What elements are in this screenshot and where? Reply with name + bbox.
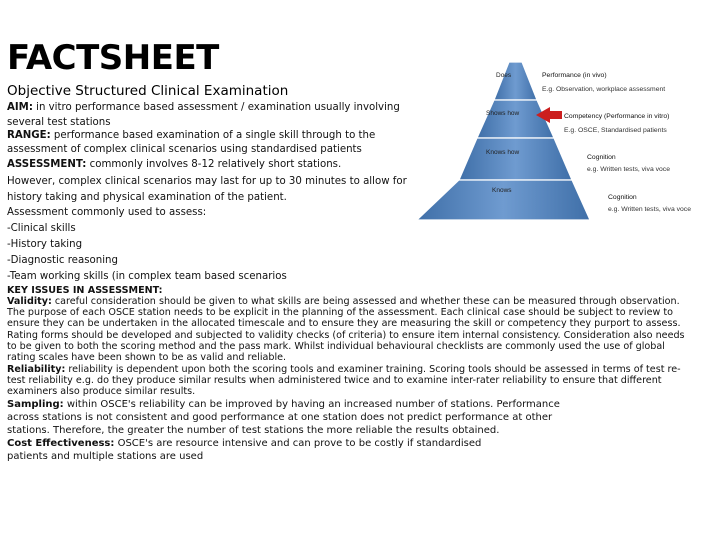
assessment-label: ASSESSMENT:	[7, 159, 87, 170]
bullet-item: -History taking	[7, 239, 83, 250]
cost-text: OSCE's are resource intensive and can prove to be costly if standardised patients and multiple stations are used	[7, 438, 482, 462]
pyramid-level-knows-how	[459, 138, 572, 180]
however-line-1: However, complex clinical scenarios may last for up to 30 minutes to allow for	[7, 176, 407, 187]
range-label: RANGE:	[7, 130, 51, 141]
range-line-2: assessment of complex clinical scenarios using standardised patients	[7, 144, 362, 155]
validity-paragraph	[7, 296, 689, 363]
millers-pyramid	[412, 62, 712, 224]
reliability-paragraph	[7, 364, 689, 398]
however-line-2: history taking and physical examination of the patient.	[7, 192, 287, 203]
validity-text: careful consideration should be given to what skills are being assessed and whether these can be measured through observation. The purpose of each OSCE station needs to be explicit in the planning of the assessment. Each clinical case should be subject to review to ensure they can be undertaken in the allocated timescale and to ensure they are measuring the skill or competency they purport to assess. Rating forms should be developed and subjected to validity checks (of criteria) to ensure item internal consistency. Consideration also needs to be given to both the scoring method and the pass mark. Whilst individual behavioural checklists are commonly used the use of global rating scales have been shown to be as valid and reliable.	[7, 296, 685, 364]
range-text: performance based examination of a single skill through to the	[50, 130, 376, 141]
assessment-line	[7, 158, 341, 172]
annotation-example: E.g. OSCE, Standardised patients	[564, 127, 667, 134]
cost-paragraph	[7, 437, 507, 463]
bullet-item: -Team working skills (in complex team based scenarios	[7, 271, 287, 282]
level-label-knows-how: Knows how	[486, 149, 520, 156]
pyramid-level-does	[494, 62, 537, 100]
assessment-text: commonly involves 8-12 relatively short stations.	[86, 159, 342, 170]
sampling-text: within OSCE's reliability can be improved by having an increased number of stations. Performance across stations is not consistent and good performance at one station does not predict performance at other stations. Therefore, the greater the number of test stations the more reliable the results obtained.	[7, 399, 560, 436]
bullet-item: -Clinical skills	[7, 223, 76, 234]
annotation-title: Performance (in vivo)	[542, 72, 607, 79]
annotation-title: Cognition	[587, 154, 616, 161]
level-label-knows: Knows	[492, 187, 512, 194]
level-label-shows-how: Shows how	[486, 110, 520, 117]
cost-label: Cost Effectiveness:	[7, 438, 115, 449]
pyramid-level-knows	[417, 180, 590, 220]
validity-label: Validity:	[7, 296, 52, 307]
page-title: FACTSHEET	[7, 38, 219, 78]
reliability-label: Reliability:	[7, 364, 66, 375]
key-issues-heading: KEY ISSUES IN ASSESSMENT:	[7, 285, 163, 296]
annotation-title: Competency (Performance in vitro)	[564, 113, 670, 120]
sampling-label: Sampling:	[7, 399, 64, 410]
aim-line-2: several test stations	[7, 117, 111, 128]
bullet-item: -Diagnostic reasoning	[7, 255, 118, 266]
pyramid-level-shows-how	[477, 100, 554, 138]
aim-line	[7, 101, 400, 115]
annotation-example: e.g. Written tests, viva voce	[608, 206, 691, 213]
annotation-example: E.g. Observation, workplace assessment	[542, 86, 666, 93]
page-subtitle: Objective Structured Clinical Examination	[7, 83, 289, 99]
annotation-example: e.g. Written tests, viva voce	[587, 166, 670, 173]
sampling-paragraph	[7, 398, 567, 437]
aim-label: AIM:	[7, 102, 33, 113]
reliability-text: reliability is dependent upon both the scoring tools and examiner training. Scoring tools should be assessed in terms of test re-test reliability e.g. do they produce similar results when administered twice and to examine inter-rater reliability to ensure that different examiners also produce similar results.	[7, 364, 681, 398]
aim-text: in vitro performance based assessment / examination usually involving	[32, 102, 400, 113]
used-to-assess-line: Assessment commonly used to assess:	[7, 207, 207, 218]
level-label-does: Does	[496, 72, 512, 79]
annotation-title: Cognition	[608, 194, 637, 201]
range-line	[7, 129, 375, 143]
